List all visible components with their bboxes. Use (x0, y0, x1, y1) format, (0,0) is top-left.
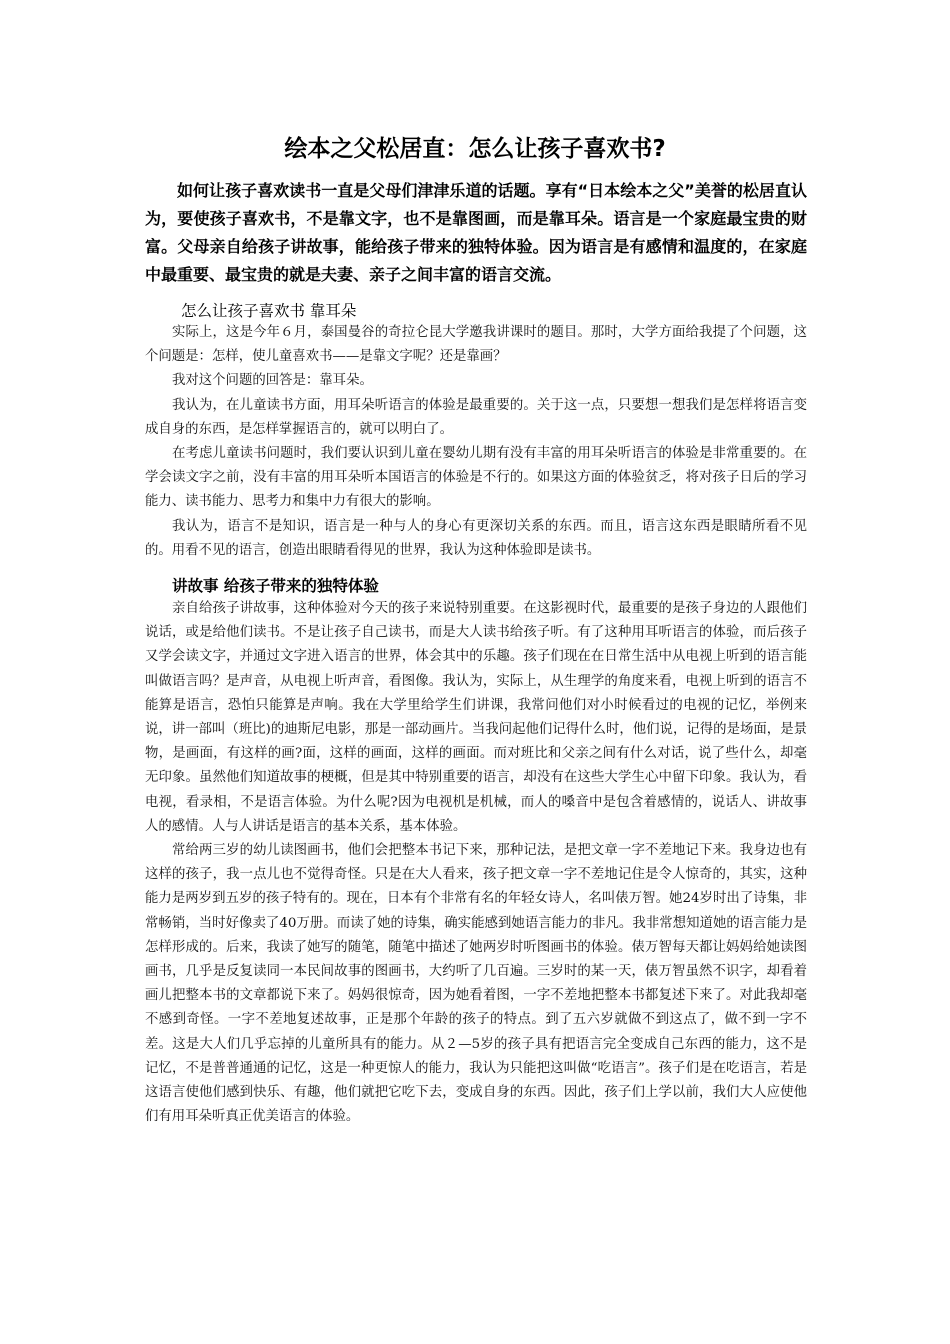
section-body-ears (145, 321, 807, 563)
body-paragraph: 我对这个问题的回答是：靠耳朵。 (172, 373, 373, 389)
body-paragraph: 亲自给孩子讲故事，这种体验对今天的孩子来说特别重要。在这影视时代，最重要的是孩子身边的人跟他们说话，或是给他们读书。不是让孩子自己读书，而是大人读书给孩子听。有了这种用耳听语言的体验，而后孩子又学会读文字，并通过文字进入语言的世界，体会其中的乐趣。孩子们现在在日常生活中从电视上听到的语言能叫做语言吗？是声音，从电视上听声音，看图像。我认为，实际上，从生理学的角度来看，电视上听到的语言不能算是语言，恐怕只能算是声响。我在大学里给学生们讲课，我常问他们对小时候看过的电视的记忆，举例来说，讲一部叫（班比)的迪斯尼电影，那是一部动画片。当我问起他们记得什么时，他们说，记得的是场面，是景物，是画面，有这样的画?面，这样的画面，这样的画面。而对班比和父亲之间有什么对话，说了些什么，却毫无印象。虽然他们知道故事的梗概，但是其中特别重要的语言，却没有在这些大学生心中留下印象。我认为，看电视，看录相，不是语言体验。为什么呢?因为电视机是机械，而人的嗓音中是包含着感情的，说话人、讲故事人的感情。人与人讲话是语言的基本关系，基本体验。 (145, 601, 807, 834)
section-body-storytelling (145, 597, 807, 1129)
body-paragraph: 在考虑儿童读书问题时，我们要认识到儿童在婴幼儿期有没有丰富的用耳朵听语言的体验是非常重要的。在学会读文字之前，没有丰富的用耳朵听本国语言的体验是不行的。如果这方面的体验贫乏，将对孩子日后的学习能力、读书能力、思考力和集中力有很大的影响。 (145, 446, 807, 510)
intro-paragraph: 如何让孩子喜欢读书一直是父母们津津乐道的话题。享有“日本绘本之父”美誉的松居直认为，要使孩子喜欢书，不是靠文字，也不是靠图画，而是靠耳朵。语言是一个家庭最宝贵的财富。父母亲自给孩子讲故事，能给孩子带来的独特体验。因为语言是有感情和温度的，在家庭中最重要、最宝贵的就是夫妻、亲子之间丰富的语言交流。 (145, 181, 807, 284)
body-paragraph: 我认为，语言不是知识，语言是一种与人的身心有更深切关系的东西。而且，语言这东西是眼睛所看不见的。用看不见的语言，创造出眼睛看得见的世界，我认为这种体验即是读书。 (145, 518, 807, 558)
section-heading-storytelling: 讲故事 给孩子带来的独特体验 (172, 577, 379, 595)
body-paragraph: 我认为，在儿童读书方面，用耳朵听语言的体验是最重要的。关于这一点，只要想一想我们是怎样将语言变成自身的东西，是怎样掌握语言的，就可以明白了。 (145, 397, 807, 437)
document-title: 绘本之父松居直：怎么让孩子喜欢书? (284, 136, 666, 162)
body-paragraph: 实际上，这是今年６月，泰国曼谷的奇拉仑昆大学邀我讲课时的题目。那时，大学方面给我提了个问题，这个问题是：怎样，使儿童喜欢书——是靠文字呢？还是靠画？ (145, 325, 807, 365)
body-paragraph: 常给两三岁的幼儿读图画书，他们会把整本书记下来，那种记法，是把文章一字不差地记下来。我身边也有这样的孩子，我一点儿也不觉得奇怪。只是在大人看来，孩子把文章一字不差地记住是令人惊奇的，其实，这种能力是两岁到五岁的孩子特有的。现在，日本有个非常有名的年轻女诗人，名叫俵万智。她24岁时出了诗集，非常畅销，当时好像卖了40万册。而读了她的诗集，确实能感到她语言能力的非凡。我非常想知道她的语言能力是怎样形成的。后来，我读了她写的随笔，随笔中描述了她两岁时听图画书的体验。俵万智每天都让妈妈给她读图画书，几乎是反复读同一本民间故事的图画书，大约听了几百遍。三岁时的某一天，俵万智虽然不识字，却看着画儿把整本书的文章都说下来了。妈妈很惊奇，因为她看着图，一字不差地把整本书都复述下来了。对此我却毫不感到奇怪。一字不差地复述故事，正是那个年龄的孩子的特点。到了五六岁就做不到这点了，做不到一字不差。这是大人们几乎忘掉的儿童所具有的能力。从２—5岁的孩子具有把语言完全变成自己东西的能力，这不是记忆，不是普普通通的记忆，这是一种更惊人的能力，我认为只能把这叫做“吃语言”。孩子们是在吃语言，若是这语言使他们感到快乐、有趣，他们就把它吃下去，变成自身的东西。因此，孩子们上学以前，我们大人应使他们有用耳朵听真正优美语言的体验。 (145, 843, 807, 1125)
section-heading-ears: 怎么让孩子喜欢书 靠耳朵 (181, 302, 357, 320)
